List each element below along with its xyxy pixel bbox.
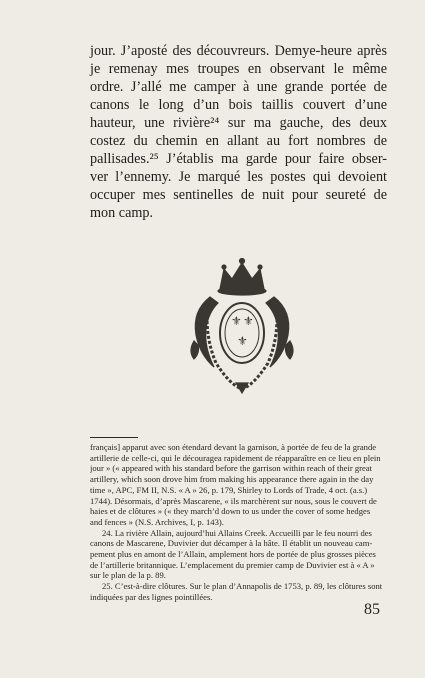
main-text-line: pallisades.²⁵ J’établis ma garde pour faire obser-: [90, 151, 387, 167]
footnote-separator: [90, 437, 138, 438]
main-text-line: ordre. J’allé me camper à une grande portée de: [90, 79, 387, 95]
footnote-line: sur le plan de la p. 89.: [90, 570, 166, 581]
footnote-line: and fences » (N.S. Archives, I, p. 143).: [90, 516, 224, 527]
footnote-line: indiquées par des lignes pointillées.: [90, 591, 213, 602]
footnote-25-line: 25. C’est-à-dire clôtures. Sur le plan d’Annapolis de 1753, p. 89, les clôtures sont: [102, 581, 383, 592]
main-text-line: hauteur, une rivière²⁴ sur ma gauche, des deux: [90, 115, 387, 131]
royal-coat-of-arms-icon: [186, 255, 298, 395]
page-number: 85: [364, 601, 380, 618]
footnote-line: time », APC, FM II, N.S. « A » 26, p. 179, Shirley to Lords of Trade, 4 oct. (a.s.): [90, 484, 368, 495]
footnote-line: de l’artillerie britannique. L’emplacement du premier camp de Duvivier est à « A »: [90, 559, 375, 570]
footnote-line: jour » (« appeared with his standard before the garrison within reach of their great: [90, 463, 373, 474]
footnote-line: haies et de clôtures » (« they march’d down to us under the cover of some hedges: [90, 506, 371, 517]
main-text-line: ver l’ennemy. Je marqué les postes qui devoient: [90, 169, 387, 185]
footnote-line: pement plus en amont de l’Allain, amplement hors de portée de plus grosses pièces: [90, 549, 376, 560]
footnote-24-line: 24. La rivière Allain, aujourd’hui Allains Creek. Accueilli par le feu nourri des: [102, 527, 372, 538]
footnote-line: artillery, which soon drove him from making his appearance there again in the day: [90, 474, 374, 485]
footnote-line: 1744). Désormais, d’après Mascarene, « ils marchèrent sur nous, sous le couvert de: [90, 495, 377, 506]
footnotes: [90, 442, 388, 603]
footnote-line: artillerie de celle-ci, qui le découragea rapidement de réapparaître en ce lieu en plein: [90, 452, 381, 463]
footnote-line: français] apparut avec son étendard devant la garnison, à portée de feu de la grande: [90, 442, 377, 452]
svg-text:⚜: ⚜: [237, 334, 248, 348]
main-text-line: costez du chemin en allant au fort nombres de: [90, 133, 387, 149]
main-text-line: jour. J’aposté des découvreurs. Demye-heure après: [90, 43, 387, 59]
main-text-line: mon camp.: [90, 205, 154, 221]
svg-text:⚜: ⚜: [231, 314, 242, 328]
svg-text:⚜: ⚜: [243, 314, 254, 328]
main-text: [90, 42, 387, 222]
footnote-line: canons de Mascarene, Duvivier dut décamper à la hâte. Il établit un nouveau cam-: [90, 538, 373, 549]
main-text-line: je remenay mes troupes en observant le même: [90, 61, 387, 77]
main-text-line: canons le long d’un bois taillis couvert d’une: [90, 97, 387, 113]
main-text-line: occuper mes sentinelles de nuit pour seureté de: [90, 187, 387, 203]
